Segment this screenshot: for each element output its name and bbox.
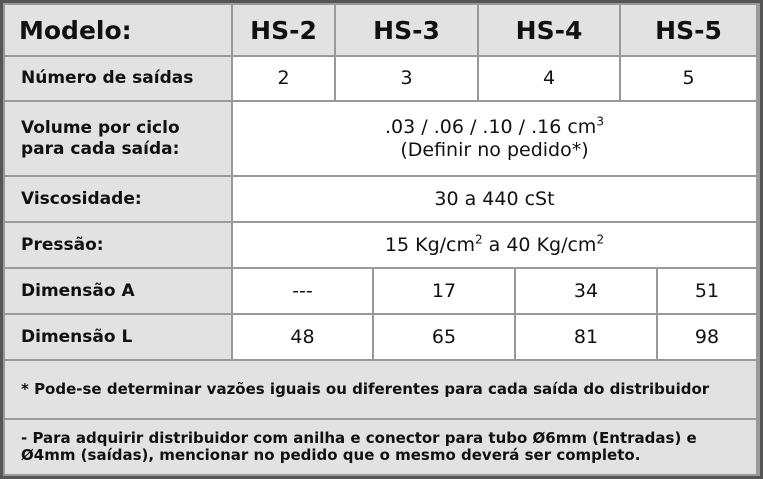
dimension-a-hs2: --- [233, 269, 372, 313]
viscosity-value: 30 a 440 cSt [233, 177, 756, 221]
header-title: Modelo: [5, 5, 231, 55]
outlets-value-hs5: 5 [621, 57, 756, 100]
model-hs5-header: HS-5 [621, 5, 756, 55]
outlets-label: Número de saídas [5, 57, 231, 100]
model-hs4-header: HS-4 [479, 5, 619, 55]
dimension-l-hs3: 65 [374, 315, 514, 359]
dimension-a-label: Dimensão A [5, 269, 231, 313]
volume-label-line1: Volume por ciclo [21, 117, 180, 138]
model-hs3-header: HS-3 [336, 5, 477, 55]
dimension-l-label: Dimensão L [5, 315, 231, 359]
outlets-value-hs3: 3 [336, 57, 477, 100]
volume-value-line2: (Definir no pedido*) [400, 138, 589, 161]
outlets-value-hs4: 4 [479, 57, 619, 100]
dimension-l-hs2: 48 [233, 315, 372, 359]
dimension-a-hs3: 17 [374, 269, 514, 313]
volume-value-line1: .03 / .06 / .10 / .16 $cm^3$ [385, 114, 604, 138]
pressure-label: Pressão: [5, 223, 231, 267]
note-complete-order: - Para adquirir distribuidor com anilha e conector para tubo Ø6mm (Entradas) e Ø4mm (saídas), mencionar no pedido que o mesmo deverá ser completo. [5, 420, 756, 474]
volume-label [5, 102, 231, 175]
model-hs2-header: HS-2 [233, 5, 334, 55]
dimension-l-hs5: 98 [658, 315, 756, 359]
volume-value [233, 102, 756, 175]
volume-label-line2: para cada saída: [21, 138, 180, 159]
note-flow-rates: * Pode-se determinar vazões iguais ou diferentes para cada saída do distribuidor [5, 361, 756, 418]
pressure-value: 15 $Kg/cm^2$ a 40 $Kg/cm^2$ [233, 223, 756, 267]
dimension-a-hs5: 51 [658, 269, 756, 313]
dimension-a-hs4: 34 [516, 269, 656, 313]
viscosity-label: Viscosidade: [5, 177, 231, 221]
outlets-value-hs2: 2 [233, 57, 334, 100]
dimension-l-hs4: 81 [516, 315, 656, 359]
